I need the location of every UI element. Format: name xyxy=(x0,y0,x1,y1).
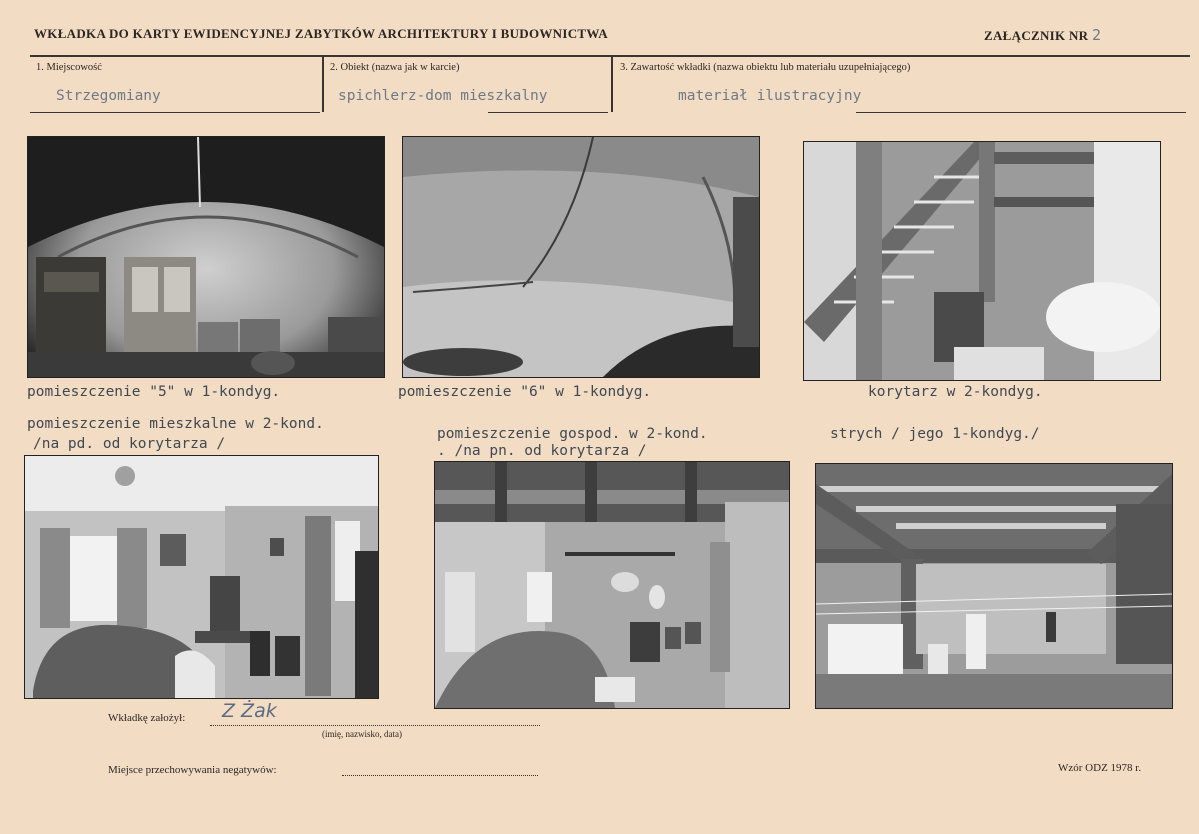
founder-label: Wkładkę założył: xyxy=(108,712,186,724)
field-1-label: 1. Miejscowość xyxy=(36,62,102,73)
photo-attic xyxy=(815,463,1173,709)
caption-corridor: korytarz w 2-kondyg. xyxy=(868,384,1043,400)
field-underline-2 xyxy=(488,112,608,113)
caption-room-6: pomieszczenie "6" w 1-kondyg. xyxy=(398,384,652,400)
photo-room-5 xyxy=(27,136,385,378)
negatives-line xyxy=(342,774,538,776)
photo-living-room xyxy=(24,455,379,699)
caption-utility-room-line2: . /na pn. od korytarza / xyxy=(437,443,647,459)
field-divider-1 xyxy=(322,57,324,112)
field-3-label: 3. Zawartość wkładki (nazwa obiektu lub materiału uzupełniającego) xyxy=(620,62,911,73)
field-3-value: materiał ilustracyjny xyxy=(678,88,862,104)
founder-signature: Z Żak xyxy=(222,700,277,722)
photo-room-6 xyxy=(402,136,760,378)
field-1-value: Strzegomiany xyxy=(56,88,161,104)
field-divider-2 xyxy=(611,57,613,112)
attachment-label xyxy=(984,26,1101,44)
form-identifier: Wzór ODZ 1978 r. xyxy=(1058,762,1142,774)
caption-attic: strych / jego 1-kondyg./ xyxy=(830,426,1040,442)
attachment-label-text: ZAŁĄCZNIK NR xyxy=(984,28,1089,43)
field-underline-3 xyxy=(856,112,1186,113)
caption-room-5: pomieszczenie "5" w 1-kondyg. xyxy=(27,384,281,400)
negatives-label: Miejsce przechowywania negatywów: xyxy=(108,764,277,776)
header-rule xyxy=(30,55,1190,57)
founder-hint: (imię, nazwisko, data) xyxy=(322,729,402,739)
founder-line xyxy=(210,724,540,726)
field-2-value: spichlerz-dom mieszkalny xyxy=(338,88,548,104)
photo-corridor xyxy=(803,141,1161,381)
attachment-number: 2 xyxy=(1091,26,1102,44)
caption-living-room-line2: /na pd. od korytarza / xyxy=(33,436,226,452)
document-title: WKŁADKA DO KARTY EWIDENCYJNEJ ZABYTKÓW ARCHITEKTURY I BUDOWNICTWA xyxy=(34,26,608,41)
photo-utility-room xyxy=(434,461,790,709)
caption-living-room-line1: pomieszczenie mieszkalne w 2-kond. xyxy=(27,416,324,432)
field-2-label: 2. Obiekt (nazwa jak w karcie) xyxy=(330,62,460,73)
field-underline-1 xyxy=(30,112,320,113)
caption-utility-room-line1: pomieszczenie gospod. w 2-kond. xyxy=(437,426,708,442)
